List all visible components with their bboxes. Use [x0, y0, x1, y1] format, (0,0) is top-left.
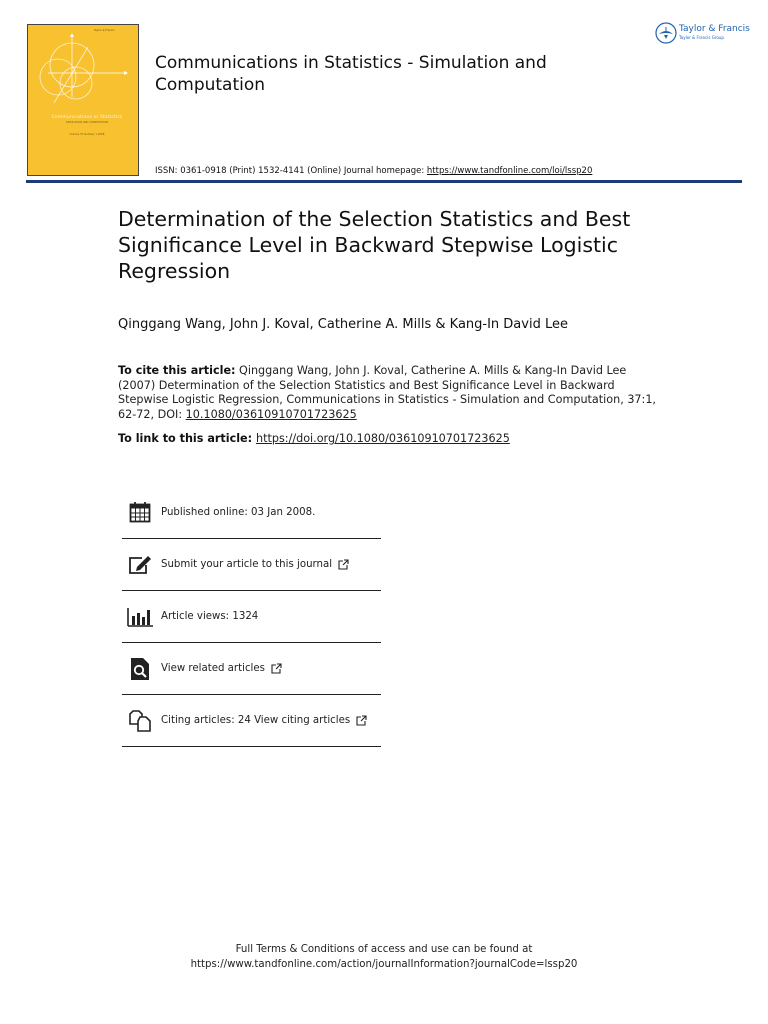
footer	[0, 943, 768, 972]
cover-artwork	[28, 25, 139, 176]
cover-publisher: Taylor & Francis	[94, 29, 115, 32]
article-authors: Qinggang Wang, John J. Koval, Catherine A. Mills & Kang-In David Lee	[118, 317, 568, 332]
calendar-icon	[127, 499, 153, 525]
taylor-francis-logo-icon	[655, 22, 677, 44]
cite-label: To cite this article:	[118, 364, 236, 377]
external-link-icon	[356, 711, 367, 730]
cite-text: Qinggang Wang, John J. Koval, Catherine A. Mills & Kang-In David Lee (2007) Determination of the Selection Statistics and Best Significance Level in Backward Stepwise Logistic Regression, Communications in Statistics - Simulation and Computation, 37:1, 62-72, DOI:	[118, 364, 656, 421]
article-info-list	[122, 486, 381, 747]
external-link-icon	[338, 555, 349, 574]
search-document-icon	[127, 656, 153, 682]
cite-doi-link[interactable]: 10.1080/03610910701723625	[185, 407, 357, 421]
cover-volume: Volume 37 Number 1 2008	[69, 133, 105, 136]
external-link-icon	[271, 659, 282, 678]
citing-documents-icon	[127, 708, 153, 734]
published-online-label: Published online: 03 Jan 2008.	[161, 506, 316, 518]
issn-text: ISSN: 0361-0918 (Print) 1532-4141 (Online) Journal homepage:	[155, 166, 427, 176]
article-doi-link[interactable]: https://doi.org/10.1080/03610910701723625	[256, 432, 510, 445]
cover-title: Communications in Statistics	[51, 115, 123, 120]
citing-articles-item[interactable]	[122, 695, 381, 747]
journal-title: Communications in Statistics - Simulation and Computation	[155, 53, 547, 95]
article-views-item	[122, 591, 381, 643]
bar-chart-icon	[127, 604, 153, 630]
related-articles-label[interactable]: View related articles	[161, 663, 265, 674]
article-views-label: Article views: 1324	[161, 611, 259, 622]
journal-cover-image	[27, 24, 139, 176]
related-articles-item[interactable]	[122, 643, 381, 695]
citing-articles-label[interactable]: Citing articles: 24 View citing articles	[161, 715, 351, 726]
header-divider	[26, 180, 742, 183]
citation-block	[118, 364, 663, 422]
footer-terms-text: Full Terms & Conditions of access and use can be found at	[235, 944, 533, 955]
published-online-item	[122, 486, 381, 539]
publisher-name: Taylor & Francis	[679, 24, 750, 34]
journal-homepage-link[interactable]: https://www.tandfonline.com/loi/lssp20	[426, 166, 593, 176]
article-title: Determination of the Selection Statistics and Best Significance Level in Backward Stepwise Logistic Regression	[118, 207, 631, 283]
submit-article-item[interactable]	[122, 539, 381, 591]
cover-subtitle: SIMULATION AND COMPUTATION	[65, 121, 109, 124]
footer-terms-link[interactable]: https://www.tandfonline.com/action/journalInformation?journalCode=lssp20	[190, 958, 578, 970]
publisher-group: Taylor & Francis Group	[679, 35, 724, 40]
edit-icon	[127, 552, 153, 578]
article-link-row	[118, 432, 510, 445]
submit-article-label[interactable]: Submit your article to this journal	[161, 559, 333, 570]
issn-row	[155, 166, 592, 176]
link-label: To link to this article:	[118, 432, 256, 445]
